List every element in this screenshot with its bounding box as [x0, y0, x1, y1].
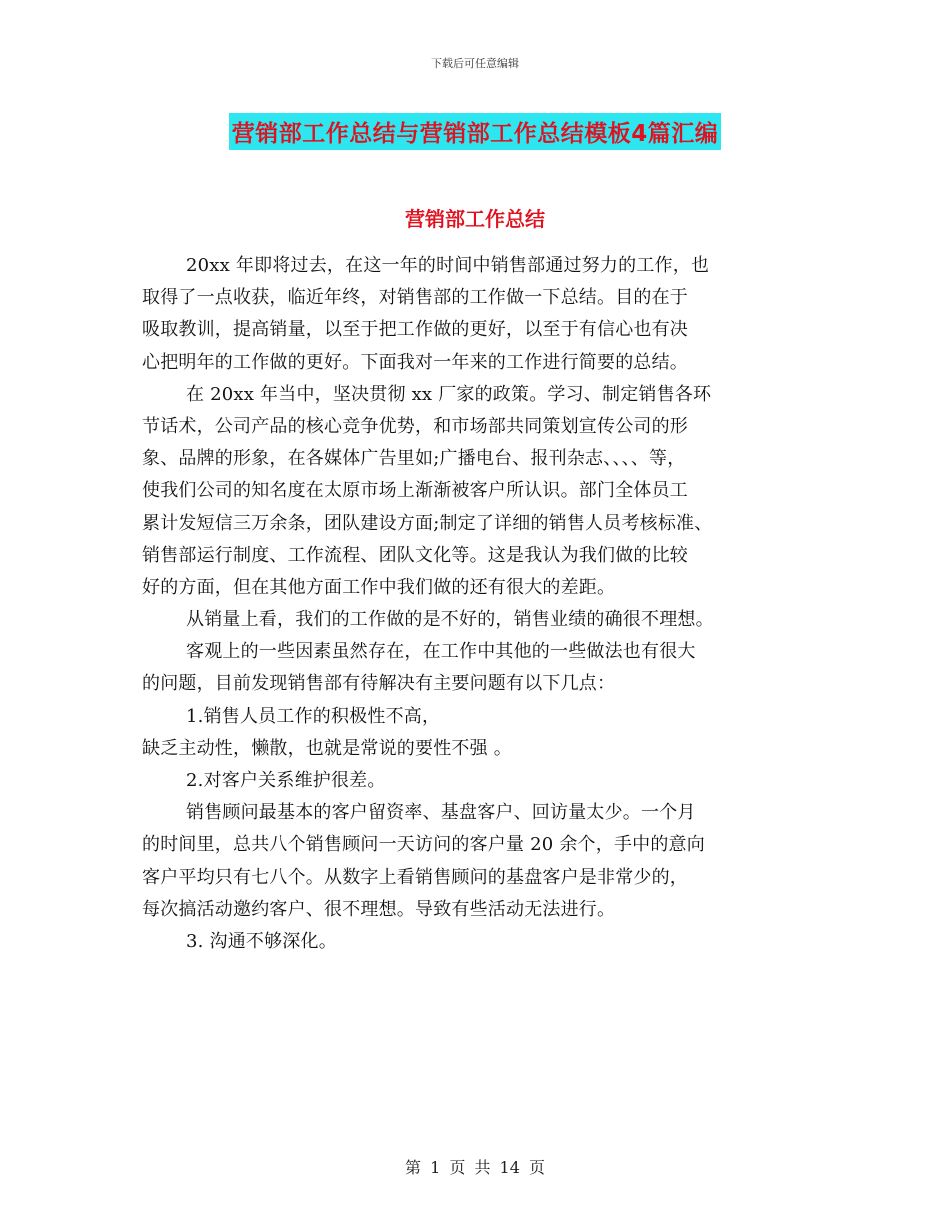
- text-line: 累计发短信三万余条，团队建设方面;制定了详细的销售人员考核标准、: [142, 512, 713, 534]
- text-line: 取得了一点收获，临近年终，对销售部的工作做一下总结。目的在于: [142, 287, 688, 309]
- text-line: 客户平均只有七八个。从数字上看销售顾问的基盘客户是非常少的，: [142, 866, 688, 888]
- text-line: 销售顾问最基本的客户留资率、基盘客户、回访量太少。一个月: [186, 802, 696, 824]
- doc-title: 营销部工作总结与营销部工作总结模板4篇汇编: [229, 113, 722, 150]
- text-line: 3. 沟通不够深化。: [186, 930, 337, 952]
- text-line: 20xx 年即将过去，在这一年的时间中销售部通过努力的工作，也: [186, 255, 710, 276]
- text-line: 销售部运行制度、工作流程、团队文化等。这是我认为我们做的比较: [142, 544, 688, 566]
- text-line: 1.销售人员工作的积极性不高，: [186, 705, 441, 727]
- text-line: 心把明年的工作做的更好。下面我对一年来的工作进行简要的总结。: [142, 351, 688, 373]
- text-line: 节话术，公司产品的核心竞争优势，和市场部共同策划宣传公司的形: [142, 415, 688, 437]
- text-line: 象、品牌的形象，在各媒体广告里如;广播电台、报刊杂志、、、、等，: [142, 448, 686, 470]
- text-line: 的问题，目前发现销售部有待解决有主要问题有以下几点：: [142, 673, 616, 695]
- text-line: 使我们公司的知名度在太原市场上渐渐被客户所认识。部门全体员工: [142, 480, 688, 502]
- header-note: 下载后可任意编辑: [431, 57, 519, 70]
- text-line: 在 20xx 年当中，坚决贯彻 xx 厂家的政策。学习、制定销售各环: [186, 383, 712, 405]
- text-line: 客观上的一些因素虽然存在，在工作中其他的一些做法也有很大: [186, 641, 696, 663]
- section-title: 营销部工作总结: [405, 207, 545, 231]
- body-text: [142, 250, 814, 958]
- text-line: 吸取教训，提高销量，以至于把工作做的更好，以至于有信心也有决: [142, 319, 688, 341]
- text-line: 好的方面，但在其他方面工作中我们做的还有很大的差距。: [142, 576, 616, 598]
- text-line: 2.对客户关系维护很差。: [186, 770, 386, 791]
- text-line: 每次搞活动邀约客户、很不理想。导致有些活动无法进行。: [142, 898, 616, 920]
- text-line: 的时间里，总共八个销售顾问一天访问的客户量 20 余个，手中的意向: [142, 834, 705, 856]
- text-line: 缺乏主动性，懒散，也就是常说的要性不强 。: [142, 737, 512, 759]
- doc-title-wrap: [0, 113, 950, 150]
- page-number: 第 1 页 共 14 页: [405, 1158, 545, 1177]
- text-line: 从销量上看，我们的工作做的是不好的，销售业绩的确很不理想。: [186, 609, 714, 631]
